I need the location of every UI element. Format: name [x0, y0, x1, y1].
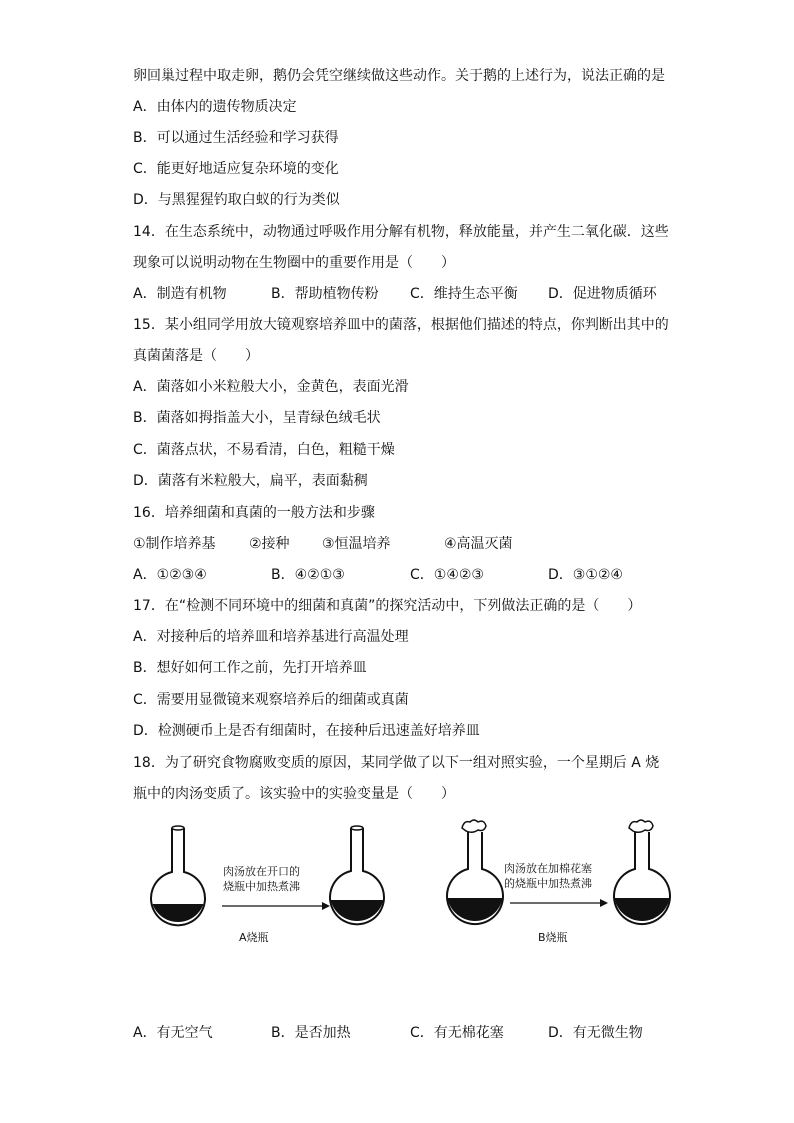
q16-option-d: D．③①②④	[548, 567, 623, 583]
cotton-plug-icon	[629, 820, 653, 832]
q15-option-c: C．菌落点状，不易看清，白色，粗糙干燥	[133, 442, 395, 458]
flask-a-after	[320, 826, 400, 930]
q16-step-4: ④高温灭菌	[444, 536, 513, 552]
cotton-plug-icon	[462, 820, 486, 832]
flask-b-caption-line-1: 肉汤放在加棉花塞	[504, 862, 592, 875]
q16-step-2: ②接种	[249, 536, 290, 552]
q14-option-c: C．维持生态平衡	[410, 286, 518, 302]
q14-option-d: D．促进物质循环	[548, 286, 657, 302]
q17-option-a: A．对接种后的培养皿和培养基进行高温处理	[133, 629, 409, 645]
q14-stem-line-1: 14．在生态系统中，动物通过呼吸作用分解有机物，释放能量，并产生二氧化碳．这些	[133, 224, 669, 240]
q16-option-b: B．④②①③	[271, 567, 345, 583]
q16-option-c: C．①④②③	[410, 567, 484, 583]
q18-option-b: B．是否加热	[271, 1025, 351, 1041]
arrow-b	[510, 899, 608, 907]
flask-a-before	[140, 826, 220, 934]
q14-option-b: B．帮助植物传粉	[271, 286, 379, 302]
q13-option-d: D．与黑猩猩钓取白蚁的行为类似	[133, 192, 340, 208]
question-13-stem-tail: 卵回巢过程中取走卵，鹅仍会凭空继续做这些动作。关于鹅的上述行为，说法正确的是	[133, 68, 665, 84]
q17-stem: 17．在“检测不同环境中的细菌和真菌”的探究活动中，下列做法正确的是（ ）	[133, 598, 642, 614]
q18-option-d: D．有无微生物	[548, 1025, 643, 1041]
q16-step-3: ③恒温培养	[322, 536, 391, 552]
q15-option-d: D．菌落有米粒般大，扁平，表面黏稠	[133, 473, 368, 489]
flask-a-label: A烧瓶	[239, 931, 269, 944]
flask-b-after	[605, 820, 680, 928]
q14-stem-line-2: 现象可以说明动物在生物圈中的重要作用是（ ）	[133, 255, 455, 271]
q16-option-a: A．①②③④	[133, 567, 207, 583]
q18-stem-line-1: 18．为了研究食物腐败变质的原因，某同学做了以下一组对照实验，一个星期后 A 烧	[133, 755, 660, 771]
q17-option-d: D．检测硬币上是否有细菌时，在接种后迅速盖好培养皿	[133, 723, 480, 739]
q13-option-b: B．可以通过生活经验和学习获得	[133, 130, 339, 146]
arrow-a	[222, 902, 330, 910]
q15-option-a: A．菌落如小米粒般大小，金黄色，表面光滑	[133, 379, 409, 395]
q13-option-a: A．由体内的遗传物质决定	[133, 99, 297, 115]
q18-option-c: C．有无棉花塞	[410, 1025, 504, 1041]
q13-option-c: C．能更好地适应复杂环境的变化	[133, 161, 339, 177]
q17-option-b: B．想好如何工作之前，先打开培养皿	[133, 660, 367, 676]
q18-stem-line-2: 瓶中的肉汤变质了。该实验中的实验变量是（ ）	[133, 786, 455, 802]
q17-option-c: C．需要用显微镜来观察培养后的细菌或真菌	[133, 692, 409, 708]
q18-option-a: A．有无空气	[133, 1025, 213, 1041]
q15-stem-line-2: 真菌菌落是（ ）	[133, 348, 259, 364]
flask-a-caption-line-2: 烧瓶中加热煮沸	[223, 880, 300, 893]
q15-option-b: B．菌落如拇指盖大小，呈青绿色绒毛状	[133, 410, 381, 426]
flask-b-caption-line-2: 的烧瓶中加热煮沸	[504, 877, 592, 890]
flask-a-caption-line-1: 肉汤放在开口的	[223, 865, 300, 878]
q16-step-1: ①制作培养基	[133, 536, 216, 552]
flask-b-label: B烧瓶	[538, 931, 568, 944]
flask-diagram-svg	[140, 816, 680, 951]
q14-option-a: A．制造有机物	[133, 286, 227, 302]
q15-stem-line-1: 15．某小组同学用放大镜观察培养皿中的菌落，根据他们描述的特点，你判断出其中的	[133, 317, 669, 333]
flask-experiment-diagram	[140, 816, 680, 951]
q16-stem: 16．培养细菌和真菌的一般方法和步骤	[133, 505, 375, 521]
